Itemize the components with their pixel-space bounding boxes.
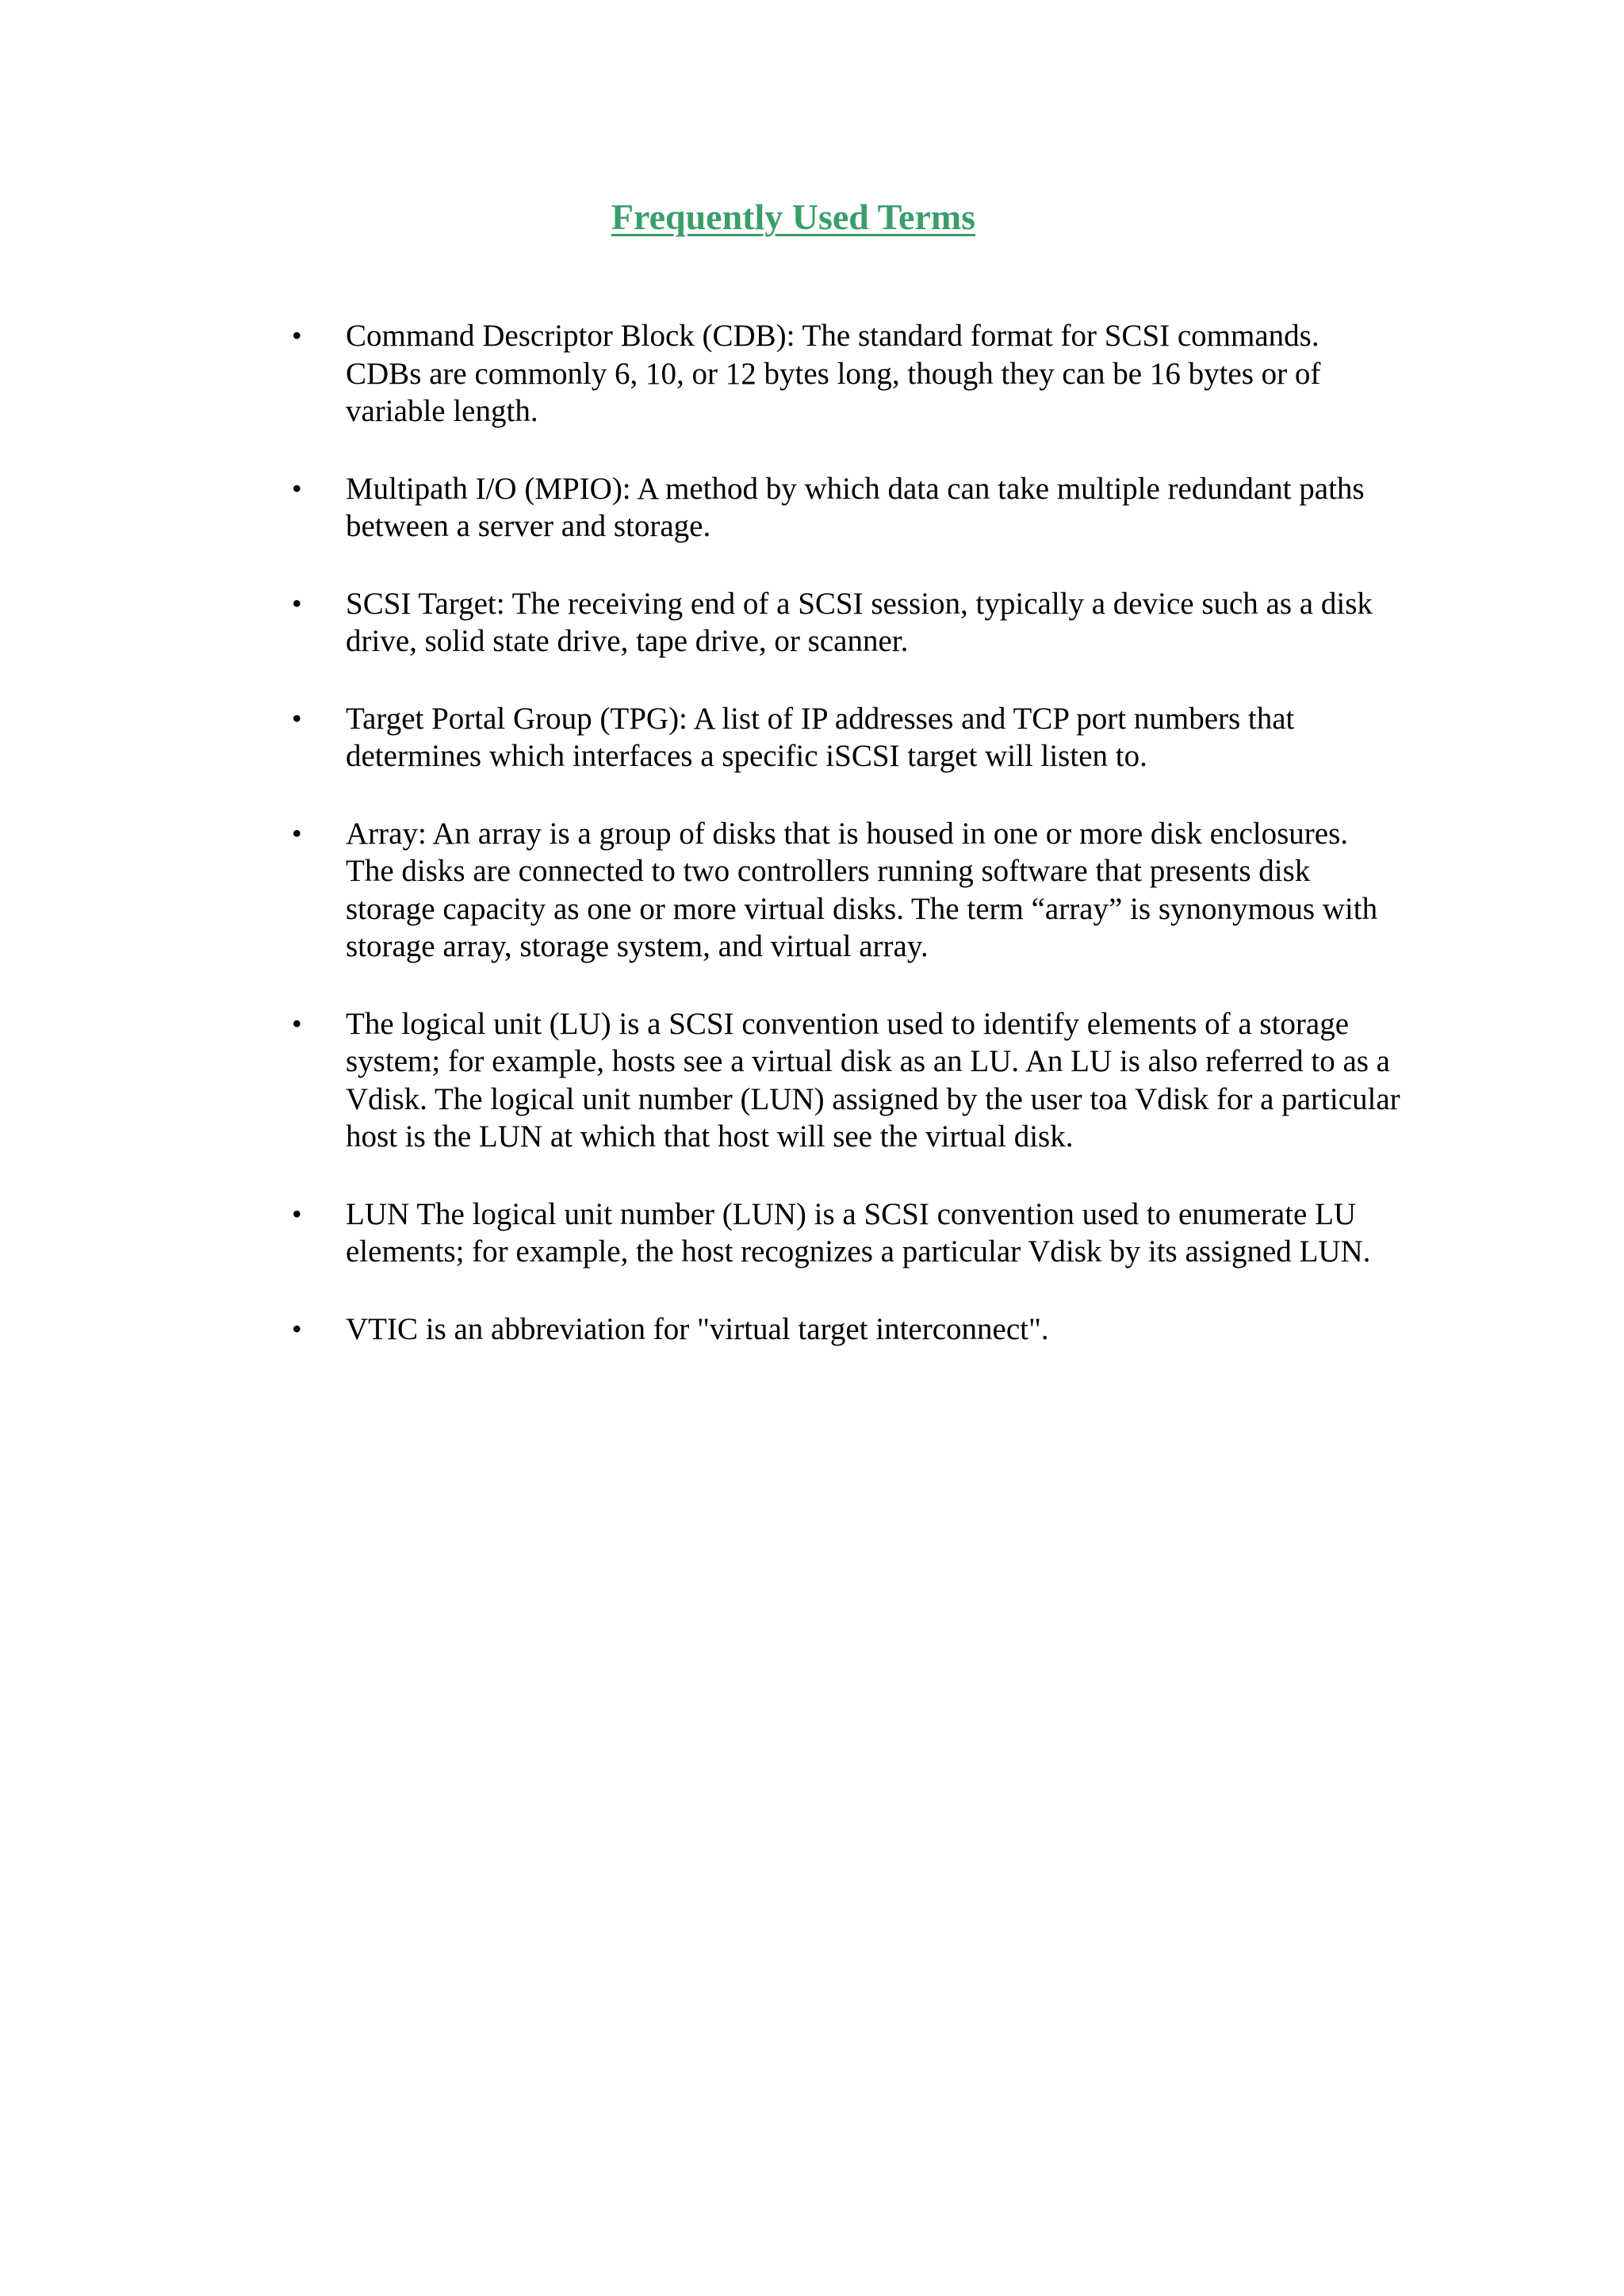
list-item: [292, 1196, 1402, 1271]
bullet-icon: •: [292, 1007, 302, 1039]
page-title: Frequently Used Terms: [611, 197, 976, 237]
list-item: [292, 815, 1402, 966]
term-text: Command Descriptor Block (CDB): The standard format for SCSI commands. CDBs are commonly 6, 10, or 12 bytes long, though they can be 16 bytes or of variable length.: [346, 319, 1321, 428]
list-item: [292, 317, 1402, 430]
list-item: [292, 700, 1402, 775]
term-text: VTIC is an abbreviation for "virtual target interconnect".: [346, 1311, 1049, 1346]
bullet-icon: •: [292, 587, 302, 619]
bullet-icon: •: [292, 472, 302, 504]
list-item: [292, 470, 1402, 545]
term-text: SCSI Target: The receiving end of a SCSI session, typically a device such as a disk drive, solid state drive, tape drive, or scanner.: [346, 586, 1373, 658]
list-item: [292, 1005, 1402, 1156]
term-text: LUN The logical unit number (LUN) is a SCSI convention used to enumerate LU elements; for example, the host recognizes a particular Vdisk by its assigned LUN.: [346, 1196, 1371, 1269]
bullet-icon: •: [292, 702, 302, 734]
list-item: [292, 585, 1402, 660]
bullet-icon: •: [292, 320, 302, 351]
term-text: The logical unit (LU) is a SCSI convention used to identify elements of a storage system; for example, hosts see a virtual disk as an LU. An LU is also referred to as a Vdisk. The logical unit number (LUN) assigned by the user toa Vdisk for a particular host is the LUN at which that host will see the virtual disk.: [346, 1006, 1400, 1154]
bullet-icon: •: [292, 1197, 302, 1230]
terms-list: [292, 317, 1402, 1387]
term-text: Array: An array is a group of disks that is housed in one or more disk enclosures. The disks are connected to two controllers running software that presents disk storage capacity as one or more virtual disks. The term “array” is synonymous with storage array, storage system, and virtual array.: [346, 816, 1378, 963]
term-text: Multipath I/O (MPIO): A method by which data can take multiple redundant paths between a server and storage.: [346, 471, 1365, 543]
bullet-icon: •: [292, 1312, 302, 1345]
term-text: Target Portal Group (TPG): A list of IP addresses and TCP port numbers that determines which interfaces a specific iSCSI target will listen to.: [346, 701, 1295, 773]
bullet-icon: •: [292, 817, 302, 849]
list-item: [292, 1311, 1402, 1349]
